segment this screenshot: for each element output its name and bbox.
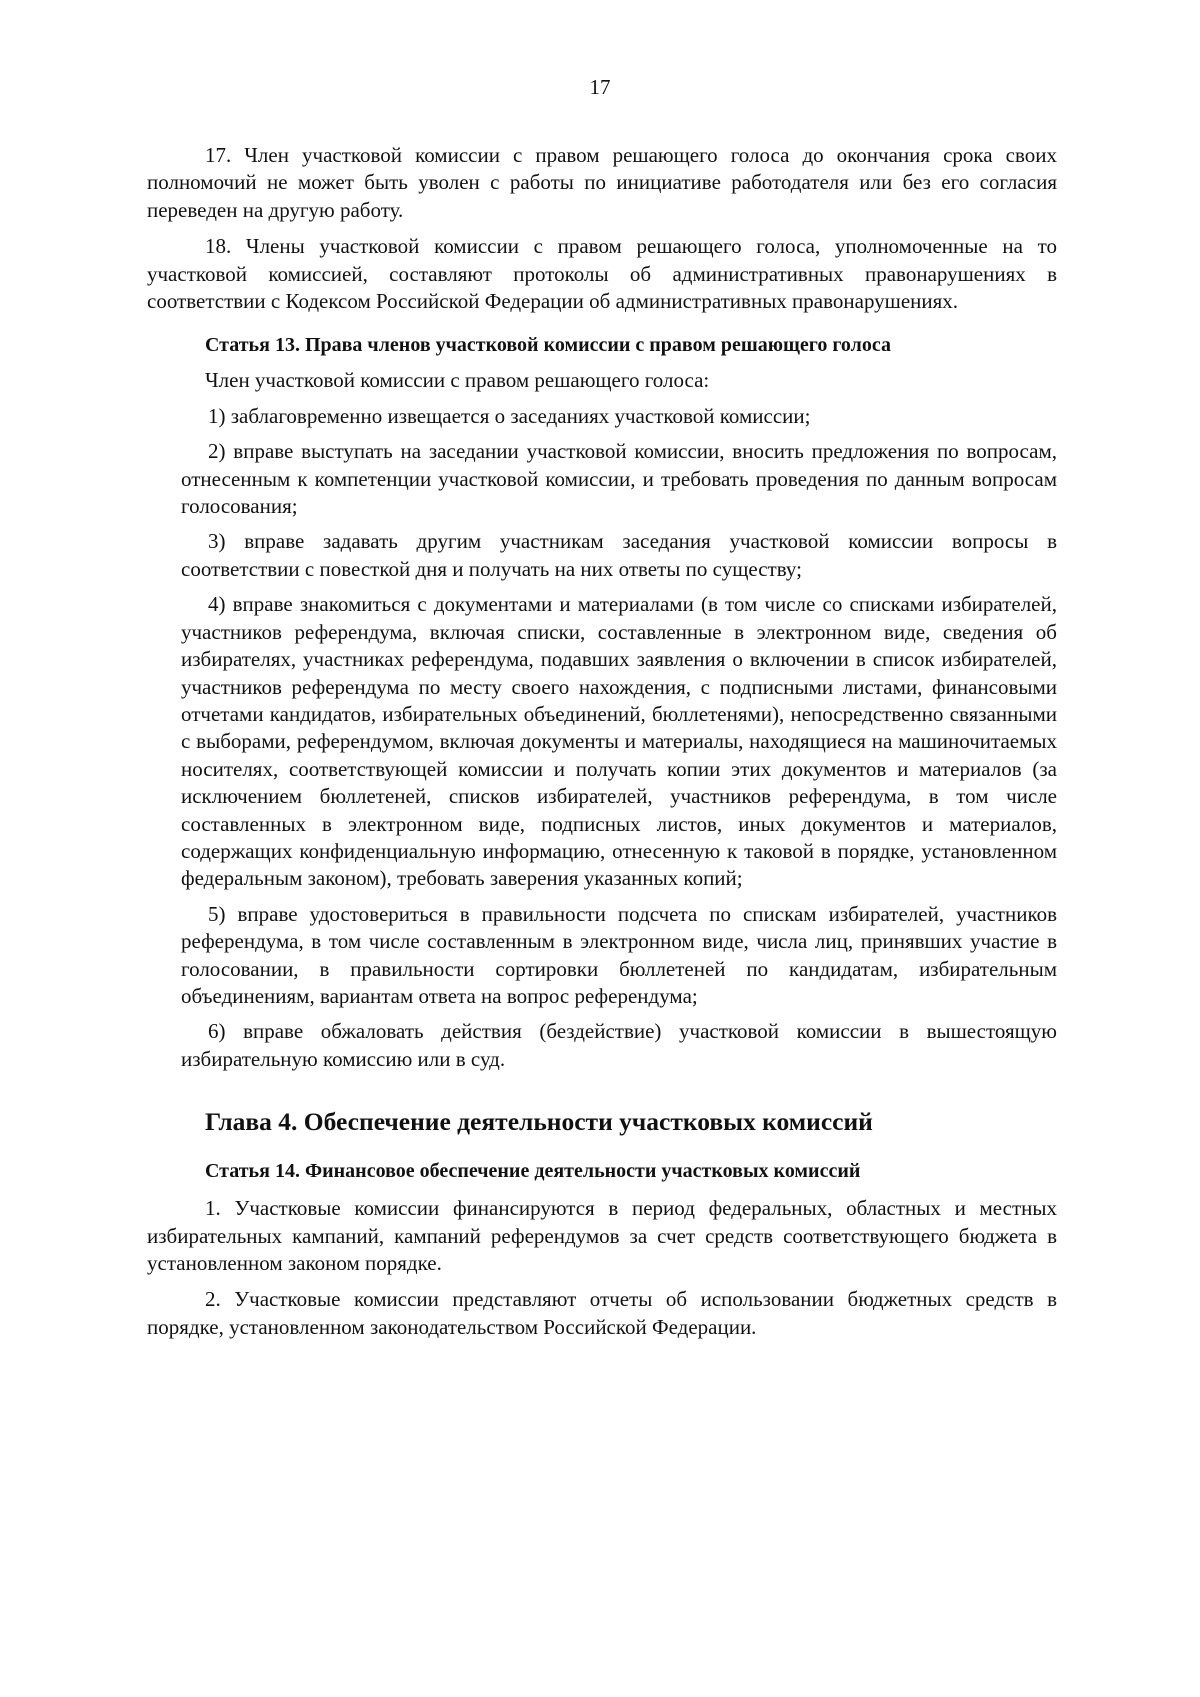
paragraph-18: 18. Члены участковой комиссии с правом решающего голоса, уполномоченные на то участковой комиссией, составляют протоколы об административных правонарушениях в соответствии с Кодексом Российской Федерации об административных правонарушениях.	[147, 234, 1057, 314]
article-13-item-6: 6) вправе обжаловать действия (бездействие) участковой комиссии в вышестоящую избирательную комиссию или в суд.	[181, 1019, 1057, 1071]
article-14-paragraph-2: 2. Участковые комиссии представляют отчеты об использовании бюджетных средств в порядке, установленном законодательством Российской Федерации.	[147, 1287, 1057, 1339]
page-number: 17	[589, 75, 611, 99]
article-13-item-1: 1) заблаговременно извещается о заседаниях участковой комиссии;	[208, 403, 811, 428]
chapter-4-title: Глава 4. Обеспечение деятельности участковых комиссий	[205, 1107, 873, 1137]
article-13-item-2: 2) вправе выступать на заседании участковой комиссии, вносить предложения по вопросам, отнесенным к компетенции участковой комиссии, и требовать проведения по данным вопросам голосования;	[181, 439, 1057, 519]
article-14-title: Статья 14. Финансовое обеспечение деятельности участковых комиссий	[205, 1160, 861, 1183]
paragraph-17: 17. Член участковой комиссии с правом решающего голоса до окончания срока своих полномочий не может быть уволен с работы по инициативе работодателя или без его согласия переведен на другую работу.	[147, 143, 1057, 222]
article-14-paragraph-1: 1. Участковые комиссии финансируются в период федеральных, областных и местных избирательных кампаний, кампаний референдумов за счет средств соответствующего бюджета в установленном законом порядке.	[147, 1196, 1057, 1275]
article-13-lead: Член участковой комиссии с правом решающего голоса:	[205, 368, 710, 393]
article-13-item-5: 5) вправе удостовериться в правильности подсчета по спискам избирателей, участников референдума, в том числе составленным в электронном виде, числа лиц, принявших участие в голосовании, в правильности сортировки бюллетеней по кандидатам, избирательным объединениям, вариантам ответа на вопрос референдума;	[181, 901, 1057, 1008]
article-13-item-4: 4) вправе знакомиться с документами и материалами (в том числе со списками избирателей, участников референдума, включая списки, составленные в электронном виде, сведения об избирателях, участниках референдума, подавших заявления о включении в список избирателей, участников референдума по месту своего нахождения, с подписными листами, финансовыми отчетами кандидатов, избирательных объединений, бюллетенями), непосредственно связанными с выборами, референдумом, включая документы и материалы, находящиеся на машиночитаемых носителях, соответствующей комиссии и получать копии этих документов и материалов (за исключением бюллетеней, списков избирателей, участников референдума, в том числе составленных в электронном виде, подписных листов, иных документов и материалов, содержащих конфиденциальную информацию, отнесенную к таковой в порядке, установленном федеральным законом), требовать заверения указанных копий;	[181, 592, 1057, 891]
article-13-title: Статья 13. Права членов участковой комиссии с правом решающего голоса	[205, 334, 891, 357]
article-13-item-3: 3) вправе задавать другим участникам заседания участковой комиссии вопросы в соответствии с повесткой дня и получать на них ответы по существу;	[181, 529, 1057, 581]
document-body	[147, 142, 1057, 1350]
